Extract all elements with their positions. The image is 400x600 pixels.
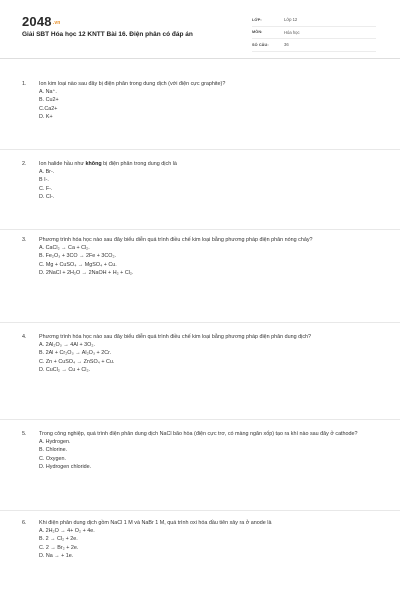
answer-option-a[interactable]: A. Na⁺. bbox=[39, 89, 57, 96]
answer-option-a[interactable]: A. Br-. bbox=[39, 169, 55, 176]
meta-value: 36 bbox=[284, 42, 289, 48]
meta-row-subject bbox=[252, 27, 376, 40]
question-stem bbox=[22, 80, 386, 88]
answer-option-d[interactable]: D. 2NaCl + 2H₂O → 2NaOH + H₂ + Cl₂. bbox=[39, 269, 134, 276]
question-stem bbox=[22, 160, 386, 168]
question-number: 5. bbox=[22, 431, 27, 437]
meta-row-class bbox=[252, 14, 376, 27]
question-divider bbox=[0, 229, 400, 230]
answer-option-d[interactable]: D. Cl-. bbox=[39, 193, 55, 200]
question-1 bbox=[22, 80, 386, 121]
meta-key: SỐ CÂU: bbox=[252, 42, 269, 47]
answer-option-b[interactable]: B I-. bbox=[39, 177, 49, 184]
answer-option-c[interactable]: C.Ca2+ bbox=[39, 105, 58, 112]
meta-key: MÔN: bbox=[252, 30, 263, 35]
answer-option-c[interactable]: C. Oxygen. bbox=[39, 455, 66, 462]
question-stem bbox=[22, 333, 386, 341]
answer-option-d[interactable]: D. Hydrogen chloride. bbox=[39, 463, 92, 470]
meta-value: Hóa học bbox=[284, 29, 300, 35]
answer-option-b[interactable]: B. Chlorine. bbox=[39, 447, 68, 454]
answer-option-a[interactable]: A. CaCl₂ → Ca + Cl₂. bbox=[39, 245, 90, 252]
answer-option-c[interactable]: C. F-. bbox=[39, 185, 53, 192]
question-divider bbox=[0, 149, 400, 150]
answer-option-b[interactable]: B. 2 → Cl₂ + 2e. bbox=[39, 536, 78, 543]
meta-value: Lớp 12 bbox=[284, 17, 298, 23]
answer-option-c[interactable]: C. 2 → Br₂ + 2e. bbox=[39, 544, 79, 551]
question-text-emphasis: không bbox=[85, 161, 102, 167]
question-6 bbox=[22, 519, 386, 560]
answer-option-a[interactable]: A. Hydrogen. bbox=[39, 439, 71, 446]
question-2 bbox=[22, 160, 386, 201]
meta-table bbox=[252, 14, 376, 52]
answer-option-d[interactable]: D. CuCl₂ → Cu + Cl₂. bbox=[39, 366, 91, 373]
question-number: 4. bbox=[22, 334, 27, 340]
question-3 bbox=[22, 236, 386, 277]
question-divider bbox=[0, 322, 400, 323]
question-stem bbox=[22, 236, 386, 244]
question-text: Khi điện phân dung dịch gồm NaCl 1 M và NaBr 1 M, quá trình oxi hóa đầu tiên xảy ra ở anode là bbox=[39, 520, 272, 526]
question-text-part: bị điện phân trong dung dịch là bbox=[101, 161, 177, 167]
question-text: Phương trình hóa học nào sau đây biểu diễn quá trình điều chế kim loại bằng phương pháp điện phân nóng chảy? bbox=[39, 237, 313, 243]
answer-option-d[interactable]: D. K+ bbox=[39, 113, 53, 120]
question-text bbox=[39, 160, 386, 168]
answer-option-c[interactable]: C. Mg + CuSO₄ → MgSO₄ + Cu. bbox=[39, 261, 117, 268]
question-number: 6. bbox=[22, 520, 27, 526]
question-5 bbox=[22, 430, 386, 471]
answer-option-b[interactable]: B. Fe₂O₃ + 3CO → 2Fe + 3CO₂. bbox=[39, 253, 117, 260]
question-text: Phương trình hóa học nào sau đây biểu diễn quá trình điều chế kim loại bằng phương pháp điện phân dung dịch? bbox=[39, 334, 312, 340]
answer-option-a[interactable]: A. 2Al₂O₃ → 4Al + 3O₂. bbox=[39, 342, 95, 349]
logo-suffix: .vn bbox=[52, 20, 61, 26]
question-text: Ion kim loại nào sau đây bị điện phân trong dung dịch (với điện cực graphite)? bbox=[39, 81, 226, 87]
meta-key: LỚP: bbox=[252, 17, 262, 22]
answer-option-b[interactable]: B. 2Al + Cr₂O₃ → Al₂O₃ + 2Cr. bbox=[39, 350, 112, 357]
document-title: Giải SBT Hóa học 12 KNTT Bài 16. Điện phân có đáp án bbox=[22, 31, 193, 38]
question-stem bbox=[22, 430, 386, 438]
question-number: 1. bbox=[22, 81, 27, 87]
question-number: 2. bbox=[22, 161, 27, 167]
question-divider bbox=[0, 419, 400, 420]
answer-option-b[interactable]: B. Cu2+ bbox=[39, 97, 59, 104]
question-stem bbox=[22, 519, 386, 527]
question-text: Trong công nghiệp, quá trình điện phân dung dịch NaCl bão hòa (điện cực trơ, có màng ngăn xốp) tạo ra khí nào sau đây ở cathode? bbox=[39, 431, 358, 437]
header-divider bbox=[0, 58, 400, 59]
site-logo[interactable] bbox=[22, 14, 61, 29]
answer-option-c[interactable]: C. Zn + CuSO₄ → ZnSO₄ + Cu. bbox=[39, 358, 115, 365]
question-number: 3. bbox=[22, 237, 27, 243]
answer-option-d[interactable]: D. Na → + 1e. bbox=[39, 552, 74, 559]
meta-row-count bbox=[252, 39, 376, 52]
question-4 bbox=[22, 333, 386, 374]
answer-option-a[interactable]: A. 2H₂O → 4+ O₂ + 4e. bbox=[39, 528, 95, 535]
question-text-part: Ion halide hầu như bbox=[39, 161, 86, 167]
question-divider bbox=[0, 510, 400, 511]
logo-text: 2048 bbox=[22, 14, 52, 29]
